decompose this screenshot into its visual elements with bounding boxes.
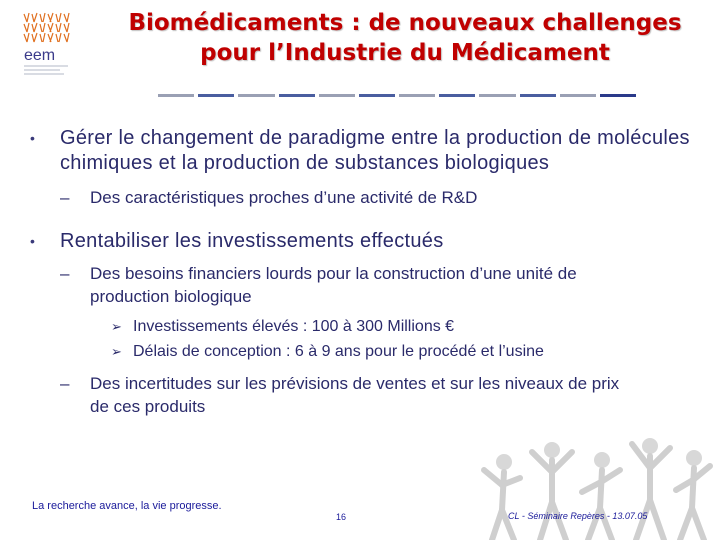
divider-segment bbox=[279, 94, 315, 97]
people-pattern-icon bbox=[24, 13, 69, 42]
dash-glyph: – bbox=[60, 188, 70, 207]
divider-segment bbox=[479, 94, 515, 97]
human-figures-illustration bbox=[474, 430, 714, 540]
divider-segment bbox=[359, 94, 395, 97]
footer-tagline: La recherche avance, la vie progresse. bbox=[32, 500, 222, 512]
dash-glyph: – bbox=[60, 374, 70, 393]
logo-wordmark: eem bbox=[24, 47, 56, 64]
footer-reference: CL - Séminaire Repères - 13.07.05 bbox=[508, 511, 648, 521]
bullet-2-sub-1-item-2 bbox=[30, 339, 710, 364]
bullet-2-sub-1 bbox=[30, 262, 710, 308]
bullet-glyph: • bbox=[30, 130, 36, 146]
divider-segment bbox=[520, 94, 556, 97]
divider-segment bbox=[399, 94, 435, 97]
bullet-2-sub-2 bbox=[30, 372, 710, 418]
arrow-bullet-icon: ➢ bbox=[111, 344, 122, 359]
item-text: Délais de conception : 6 à 9 ans pour le procédé et l’usine bbox=[133, 343, 544, 360]
bullet-glyph: • bbox=[30, 233, 36, 249]
divider-segment bbox=[158, 94, 194, 97]
bullet-2-sub-2-text: Des incertitudes sur les prévisions de ventes et sur les niveaux de prix de ces produits bbox=[90, 374, 620, 416]
divider-segment bbox=[439, 94, 475, 97]
slide-body bbox=[30, 126, 710, 418]
bullet-1-sub-1-text: Des caractéristiques proches d’une activité de R&D bbox=[90, 188, 478, 207]
divider-segment bbox=[600, 94, 636, 97]
divider-segment bbox=[238, 94, 274, 97]
page-number: 16 bbox=[336, 512, 347, 522]
bullet-1 bbox=[30, 126, 710, 176]
item-text: Investissements élevés : 100 à 300 Millions € bbox=[133, 318, 455, 335]
slide-title bbox=[100, 8, 710, 68]
dash-glyph: – bbox=[60, 264, 70, 283]
bullet-2-text: Rentabiliser les investissements effectués bbox=[60, 230, 444, 252]
arrow-bullet-icon: ➢ bbox=[111, 319, 122, 334]
leem-logo bbox=[20, 10, 80, 82]
bullet-2-sub-1-text: Des besoins financiers lourds pour la construction d’une unité de production biologique bbox=[90, 264, 577, 306]
divider-segment bbox=[198, 94, 234, 97]
bullet-1-sub-1 bbox=[30, 186, 710, 209]
bullet-2 bbox=[30, 229, 710, 254]
title-divider bbox=[158, 94, 636, 97]
title-line-1: Biomédicaments : de nouveaux challenges bbox=[128, 10, 682, 36]
bullet-1-text: Gérer le changement de paradigme entre la production de molécules chimiques et la production de substances biologiques bbox=[60, 127, 690, 174]
divider-segment bbox=[319, 94, 355, 97]
title-line-2: pour l’Industrie du Médicament bbox=[200, 40, 610, 66]
bullet-2-sub-1-item-1 bbox=[30, 314, 710, 339]
divider-segment bbox=[560, 94, 596, 97]
